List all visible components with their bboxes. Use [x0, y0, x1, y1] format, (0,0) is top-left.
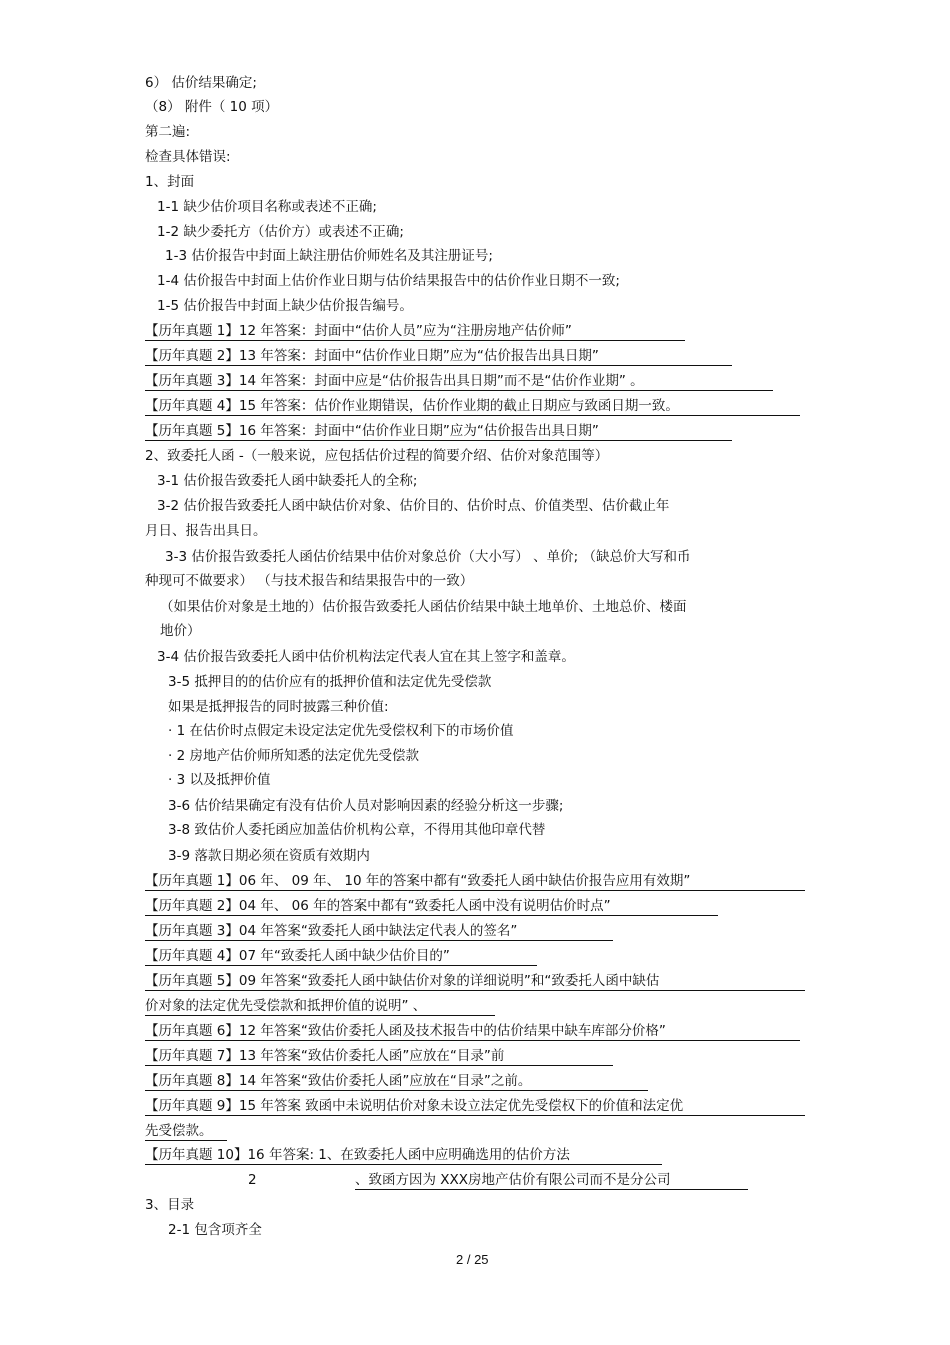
underline-rule [145, 1015, 495, 1016]
text-line: 【历年真题 9】15 年答案 致函中未说明估价对象未设立法定优先受偿权下的价值和法定优 [145, 1097, 805, 1116]
text-line: 价对象的法定优先受偿款和抵押价值的说明” 、 [145, 998, 427, 1014]
text-line: 3-1 估价报告致委托人函中缺委托人的全称; [157, 473, 418, 489]
text-line: 【历年真题 8】14 年答案“致估价委托人函”应放在“目录”之前。 [145, 1072, 648, 1091]
text-line: 【历年真题 2】04 年、 06 年的答案中都有“致委托人函中没有说明估价时点” [145, 897, 718, 916]
text-line: 1-5 估价报告中封面上缺少估价报告编号。 [157, 298, 413, 314]
text-line: 月日、报告出具日。 [145, 523, 267, 539]
text-line: · 3 以及抵押价值 [168, 772, 271, 788]
text-line: 第二遍: [145, 124, 191, 140]
text-line: 【历年真题 3】14 年答案：封面中应是“估价报告出具日期”而不是“估价作业期” 。 [145, 372, 773, 391]
text-line: 3-3 估价报告致委托人函估价结果中估价对象总价（大小写） 、单价; （缺总价大写和币 [165, 549, 691, 565]
text-line: 、致函方因为 XXX房地产估价有限公司而不是分公司 [355, 1171, 748, 1190]
text-line: 3-4 估价报告致委托人函中估价机构法定代表人宜在其上签字和盖章。 [157, 649, 575, 665]
text-line: 6） 估价结果确定; [145, 75, 257, 91]
text-line: 1-1 缺少估价项目名称或表述不正确; [157, 199, 377, 215]
text-line: 地价） [160, 623, 201, 639]
text-line: 【历年真题 7】13 年答案“致估价委托人函”应放在“目录”前 [145, 1047, 613, 1066]
text-line: 3-5 抵押目的的估价应有的抵押价值和法定优先受偿款 [168, 674, 492, 690]
text-line: 【历年真题 6】12 年答案“致估价委托人函及技术报告中的估价结果中缺车库部分价格” [145, 1022, 800, 1041]
text-line: 【历年真题 4】07 年“致委托人函中缺少估价目的” [145, 947, 537, 966]
text-line: 3-6 估价结果确定有没有估价人员对影响因素的经验分析这一步骤; [168, 798, 564, 814]
text-line: 1-4 估价报告中封面上估价作业日期与估价结果报告中的估价作业日期不一致; [157, 273, 620, 289]
text-line: （如果估价对象是土地的）估价报告致委托人函估价结果中缺土地单价、土地总价、楼面 [160, 599, 687, 615]
page-number: 2 / 25 [456, 1252, 489, 1267]
text-line: 【历年真题 3】04 年答案“致委托人函中缺法定代表人的签名” [145, 922, 613, 941]
text-line: 【历年真题 10】16 年答案: 1、在致委托人函中应明确选用的估价方法 [145, 1146, 662, 1165]
text-line: 【历年真题 4】15 年答案：估价作业期错误，估价作业期的截止日期应与致函日期一致。 [145, 397, 800, 416]
text-line: 检查具体错误: [145, 149, 231, 165]
text-line: 3-8 致估价人委托函应加盖估价机构公章，不得用其他印章代替 [168, 822, 546, 838]
text-line: 1-2 缺少委托方（估价方）或表述不正确; [157, 224, 404, 240]
text-line: 先受偿款。 [145, 1122, 227, 1141]
text-line: 【历年真题 5】16 年答案：封面中“估价作业日期”应为“估价报告出具日期” [145, 422, 732, 441]
text-line: 3-9 落款日期必须在资质有效期内 [168, 848, 370, 864]
text-line: 【历年真题 2】13 年答案：封面中“估价作业日期”应为“估价报告出具日期” [145, 347, 732, 366]
text-line: · 2 房地产估价师所知悉的法定优先受偿款 [168, 748, 419, 764]
text-line: 【历年真题 1】06 年、 09 年、 10 年的答案中都有“致委托人函中缺估价报告应用有效期” [145, 872, 805, 891]
text-line: 1-3 估价报告中封面上缺注册估价师姓名及其注册证号; [165, 248, 493, 264]
text-line: 1、封面 [145, 174, 195, 190]
text-line: 3-2 估价报告致委托人函中缺估价对象、估价目的、估价时点、价值类型、估价截止年 [157, 498, 670, 514]
text-line: 2 [248, 1172, 257, 1188]
text-line: · 1 在估价时点假定未设定法定优先受偿权利下的市场价值 [168, 723, 514, 739]
text-line: 【历年真题 1】12 年答案：封面中“估价人员”应为“注册房地产估价师” [145, 322, 685, 341]
text-line: 种现可不做要求） （与技术报告和结果报告中的一致） [145, 573, 474, 589]
text-line: 如果是抵押报告的同时披露三种价值: [168, 699, 389, 715]
text-line: 3、目录 [145, 1197, 195, 1213]
text-line: 【历年真题 5】09 年答案“致委托人函中缺估价对象的详细说明”和“致委托人函中缺估 [145, 972, 805, 991]
text-line: 2、致委托人函 -（一般来说，应包括估价过程的简要介绍、估价对象范围等） [145, 448, 609, 464]
text-line: 2-1 包含项齐全 [168, 1222, 262, 1238]
text-line: （8） 附件（ 10 项） [145, 99, 279, 115]
